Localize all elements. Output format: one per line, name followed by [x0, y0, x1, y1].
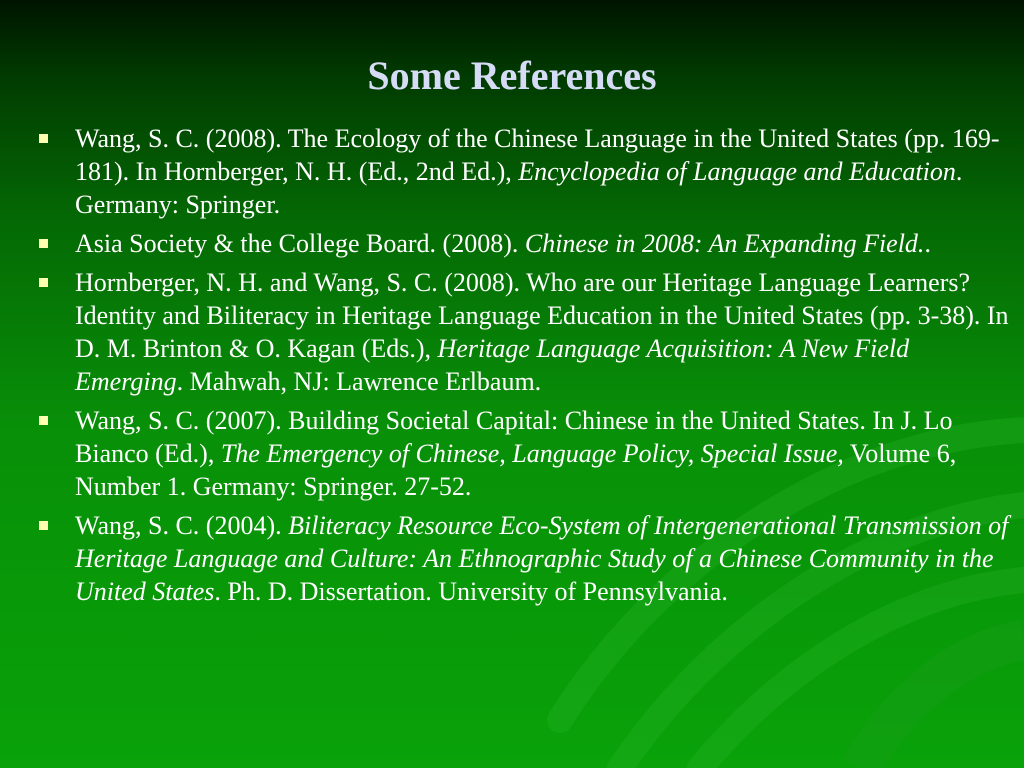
reference-title: Encyclopedia of Language and Education [518, 157, 956, 186]
reference-segment: Volume 6, Number 1. Germany: Springer. 27-52. [75, 439, 957, 501]
reference-item [0, 122, 1024, 221]
reference-segment: . Germany: Springer. [75, 157, 963, 219]
reference-segment: . Mahwah, NJ: Lawrence Erlbaum. [176, 367, 542, 396]
reference-segment: . Ph. D. Dissertation. University of Pennsylvania. [214, 577, 728, 606]
reference-text [75, 227, 1015, 260]
reference-text [75, 509, 1015, 608]
square-bullet-icon [39, 239, 48, 248]
reference-segment: Asia Society & the College Board. (2008). [75, 229, 525, 258]
reference-segment: Wang, S. C. (2008). The Ecology of the Chinese Language in the United States (pp. 169-181). In Hornberger, N. H. (Ed., 2nd Ed.), [75, 124, 1000, 186]
reference-segment: . [924, 229, 931, 258]
reference-text [75, 122, 1015, 221]
reference-text [75, 266, 1015, 398]
reference-segment: Wang, S. C. (2007). Building Societal Capital: Chinese in the United States. In J. Lo Bianco (Ed.), [75, 406, 953, 468]
reference-item [0, 227, 1024, 260]
reference-title: Chinese in 2008: An Expanding Field. [524, 229, 925, 258]
reference-title: Biliteracy Resource Eco-System of Intergenerational Transmission of Heritage Language and Culture: An Ethnographic Study of a Chinese Community in the United States [75, 511, 1009, 606]
square-bullet-icon [39, 278, 48, 287]
reference-item [0, 404, 1024, 503]
square-bullet-icon [39, 134, 48, 143]
reference-title: The Emergency of Chinese, Language Policy, Special Issue, [220, 439, 844, 468]
square-bullet-icon [39, 416, 48, 425]
reference-text [75, 404, 1015, 503]
square-bullet-icon [39, 521, 48, 530]
reference-title: Heritage Language Acquisition: A New Field Emerging [75, 334, 910, 396]
reference-item [0, 266, 1024, 398]
reference-segment: Hornberger, N. H. and Wang, S. C. (2008). Who are our Heritage Language Learners? Identity and Biliteracy in Heritage Language Education in the United States (pp. 3-38). In D. M. Brinton & O. Kagan (Eds.), [75, 268, 1009, 363]
reference-item [0, 509, 1024, 608]
reference-list [0, 122, 1024, 614]
slide-title: Some References [367, 53, 657, 98]
reference-segment: Wang, S. C. (2004). [75, 511, 289, 540]
